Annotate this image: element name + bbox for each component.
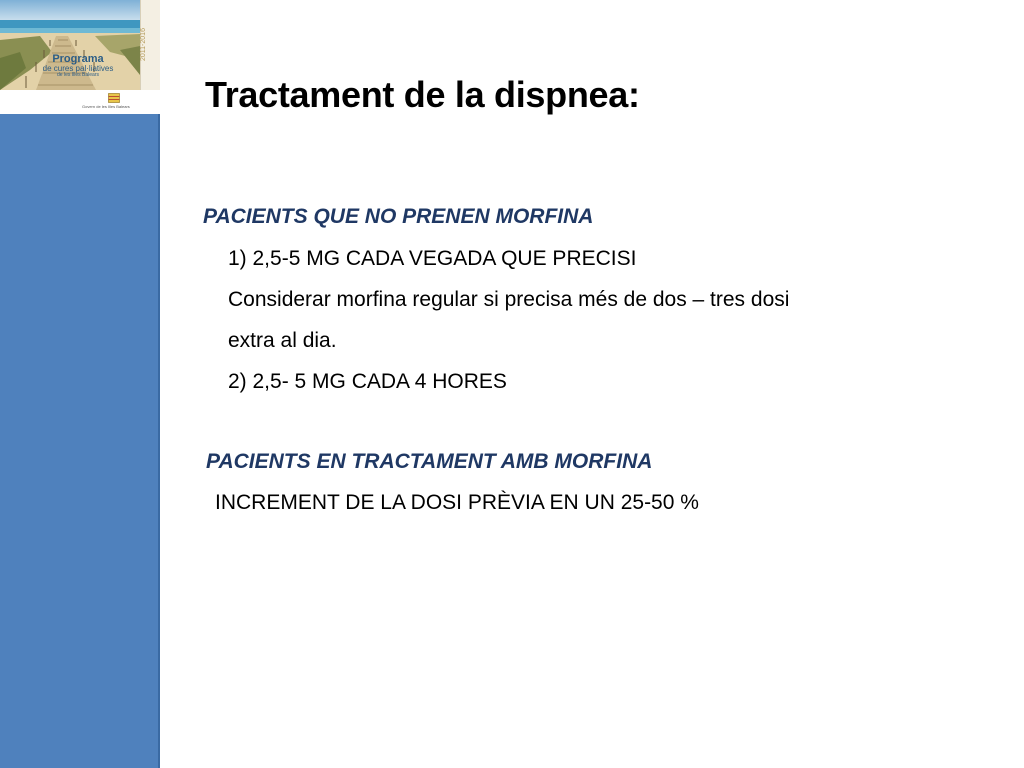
sidebar-bar — [0, 114, 160, 768]
section1-heading: PACIENTS QUE NO PRENEN MORFINA — [203, 205, 594, 228]
beach-photo — [0, 0, 140, 90]
section1-note-line2: extra al dia. — [228, 329, 337, 352]
section1-item2: 2) 2,5- 5 MG CADA 4 HORES — [228, 370, 507, 393]
logo-caption-title: Programa — [52, 53, 104, 65]
section2-item1: INCREMENT DE LA DOSI PRÈVIA EN UN 25-50 % — [215, 491, 699, 514]
section1-note-line1: Considerar morfina regular si precisa més de dos – tres dosi — [228, 288, 790, 311]
government-emblem-icon — [108, 93, 120, 103]
logo-footer-text: Govern de les Illes Balears — [82, 104, 130, 109]
logo-caption — [40, 54, 116, 78]
logo-caption-subtitle: de cures pal·liatives — [42, 64, 114, 73]
section1-item1: 1) 2,5-5 MG CADA VEGADA QUE PRECISI — [228, 247, 637, 270]
logo-years: 2011-2016 — [140, 28, 147, 62]
program-logo — [0, 0, 160, 115]
logo-footer — [0, 90, 160, 114]
logo-caption-region: de les Illes Balears — [57, 72, 99, 78]
slide-title: Tractament de la dispnea: — [205, 74, 640, 115]
section2-heading: PACIENTS EN TRACTAMENT AMB MORFINA — [206, 450, 653, 473]
